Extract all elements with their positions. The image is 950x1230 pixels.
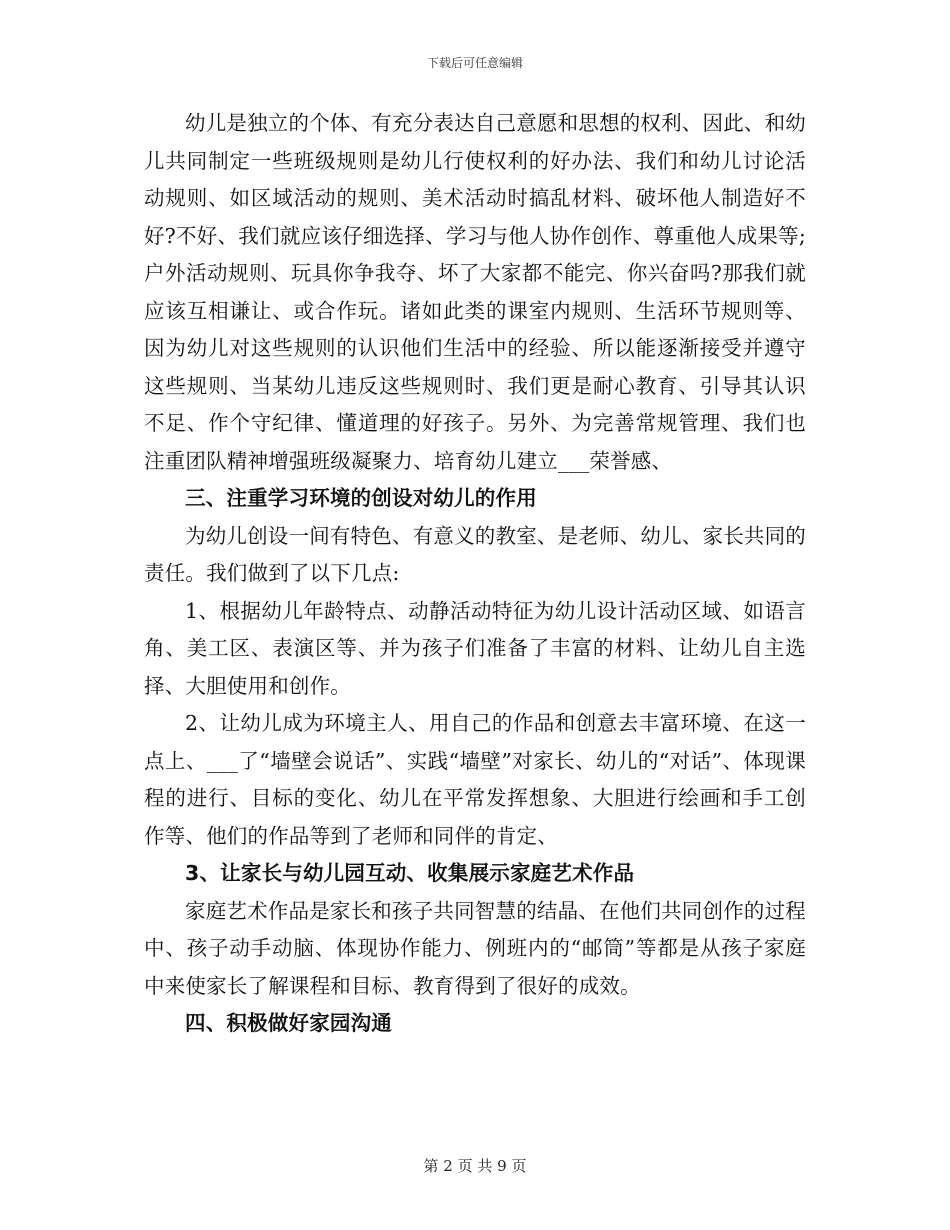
- subsection-heading-family-art: 3、让家长与幼儿园互动、收集展示家庭艺术作品: [185, 861, 635, 885]
- document-body: [144, 105, 806, 1043]
- section-heading-environment: 三、注重学习环境的创设对幼儿的作用: [185, 486, 537, 510]
- paragraph-point-1: 1、根据幼儿年龄特点、动静活动特征为幼儿设计活动区域、如语言角、美工区、表演区等、并为孩子们准备了丰富的材料、让幼儿自主选择、大胆使用和创作。: [144, 598, 806, 698]
- paragraph-classroom-rules: 幼儿是独立的个体、有充分表达自己意愿和思想的权利、因此、和幼儿共同制定一些班级规则是幼儿行使权利的好办法、我们和幼儿讨论活动规则、如区域活动的规则、美术活动时搞乱材料、破坏他人制造好不好?不好、我们就应该仔细选择、学习与他人协作创作、尊重他人成果等;户外活动规则、玩具你争我夺、坏了大家都不能完、你兴奋吗?那我们就应该互相谦让、或合作玩。诸如此类的课室内规则、生活环节规则等、因为幼儿对这些规则的认识他们生活中的经验、所以能逐渐接受并遵守这些规则、当某幼儿违反这些规则时、我们更是耐心教育、引导其认识不足、作个守纪律、懂道理的好孩子。另外、为完善常规管理、我们也注重团队精神增强班级凝聚力、培育幼儿建立___荣誉感、: [144, 111, 806, 473]
- paragraph-classroom-creation: 为幼儿创设一间有特色、有意义的教室、是老师、幼儿、家长共同的责任。我们做到了以下几点:: [144, 523, 806, 585]
- section-heading-communication: 四、积极做好家园沟通: [185, 1011, 392, 1035]
- paragraph-point-2: 2、让幼儿成为环境主人、用自己的作品和创意去丰富环境、在这一点上、___了“墙壁会说话”、实践“墙壁”对家长、幼儿的“对话”、体现课程的进行、目标的变化、幼儿在平常发挥想象、大胆进行绘画和手工创作等、他们的作品等到了老师和同伴的肯定、: [144, 711, 806, 848]
- header-note: 下载后可任意编辑: [426, 56, 523, 70]
- paragraph-family-art: 家庭艺术作品是家长和孩子共同智慧的结晶、在他们共同创作的过程中、孩子动手动脑、体现协作能力、例班内的“邮筒”等都是从孩子家庭中来使家长了解课程和目标、教育得到了很好的成效。: [144, 898, 806, 998]
- page-number: 第 2 页 共 9 页: [423, 1157, 527, 1175]
